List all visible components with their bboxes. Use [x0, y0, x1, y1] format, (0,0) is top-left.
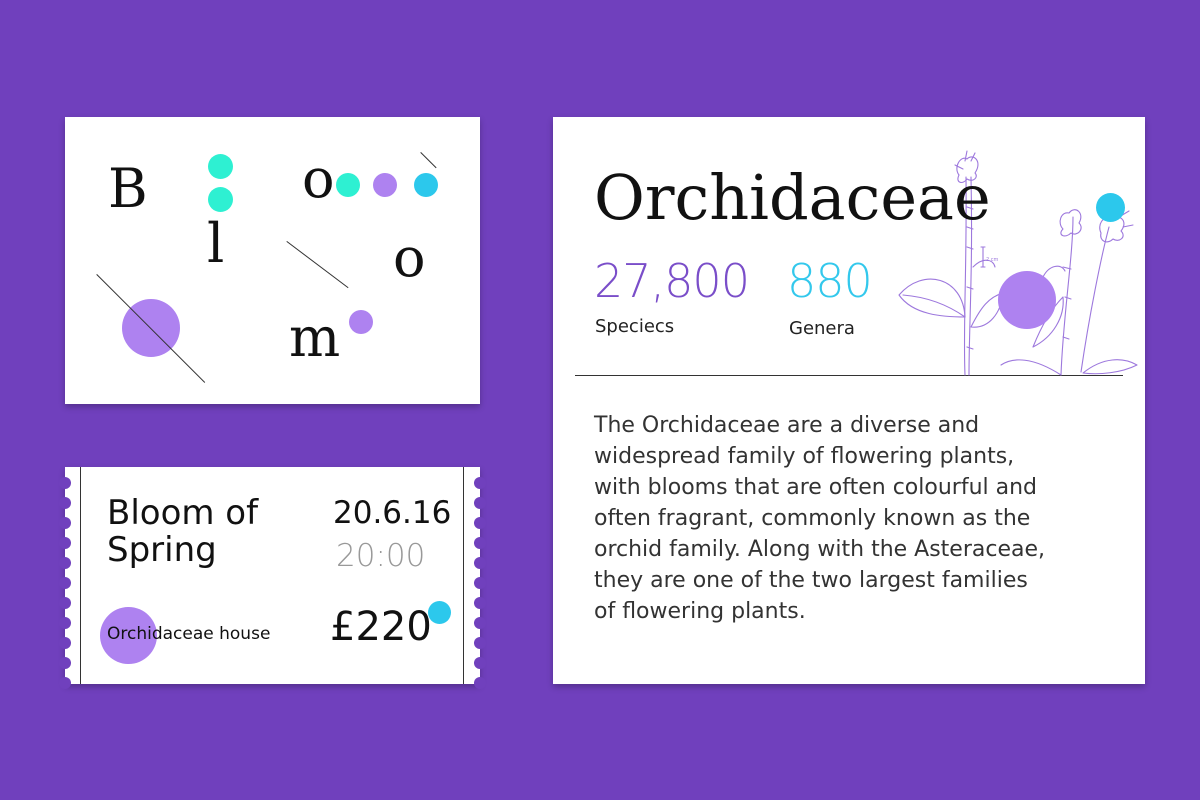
teal-dot: [208, 187, 233, 212]
ticket-title-line1: Bloom of: [107, 493, 259, 533]
description-line: with blooms that are often colourful and: [594, 475, 1038, 500]
ticket-price: £220: [330, 604, 432, 650]
description-line: often fragrant, commonly known as the: [594, 506, 1031, 531]
purple-dot: [373, 173, 397, 197]
perforation-hole: [59, 617, 71, 629]
ticket-venue: Orchidaceae house: [107, 624, 271, 644]
perforation-hole: [59, 557, 71, 569]
orchidaceae-card: [553, 117, 1145, 684]
perforation-hole: [474, 477, 486, 489]
bloom-letter-o: o: [302, 147, 335, 210]
ticket-title-line2: Spring: [107, 530, 217, 570]
page-title: Orchidaceae: [594, 161, 991, 234]
genera-count: 880: [787, 254, 872, 308]
bloom-letter-b: B: [108, 157, 148, 220]
perforation-hole: [59, 577, 71, 589]
genera-label: Genera: [789, 318, 855, 339]
perforation-hole: [59, 517, 71, 529]
event-ticket: [65, 467, 480, 684]
perforation-hole: [59, 477, 71, 489]
ticket-divider-right: [463, 467, 464, 684]
cyan-dot: [1096, 193, 1125, 222]
description-line: The Orchidaceae are a diverse and: [594, 413, 980, 438]
ticket-date: 20.6.16: [333, 495, 452, 531]
perforation-hole: [59, 597, 71, 609]
perforation-hole: [474, 637, 486, 649]
perforation-hole: [474, 617, 486, 629]
bloom-letter-l: l: [207, 212, 225, 275]
ticket-title: [107, 495, 258, 569]
bloom-letter-o: o: [393, 226, 426, 289]
perforation-hole: [474, 517, 486, 529]
diagonal-line: [286, 241, 348, 288]
ticket-divider-left: [80, 467, 81, 684]
perforation-hole: [59, 657, 71, 669]
teal-dot: [208, 154, 233, 179]
cyan-dot: [414, 173, 438, 197]
ticket-time: 20:00: [336, 538, 426, 574]
bloom-letter-m: m: [289, 306, 341, 369]
perforation-hole: [59, 677, 71, 689]
bloom-card: [65, 117, 480, 404]
perforation-hole: [474, 677, 486, 689]
diagonal-line: [420, 152, 436, 168]
perforation-hole: [59, 537, 71, 549]
perforation-hole: [59, 497, 71, 509]
perforation-hole: [474, 557, 486, 569]
perforation-hole: [474, 577, 486, 589]
description-text: [594, 410, 1114, 627]
perforation-hole: [474, 537, 486, 549]
perforation-hole: [474, 657, 486, 669]
description-line: they are one of the two largest families: [594, 568, 1028, 593]
perforation-hole: [59, 637, 71, 649]
teal-dot: [336, 173, 360, 197]
purple-dot: [349, 310, 373, 334]
perforation-hole: [474, 497, 486, 509]
diagonal-line: [96, 274, 205, 383]
purple-dot: [998, 271, 1056, 329]
description-line: orchid family. Along with the Asteraceae,: [594, 537, 1046, 562]
species-label: Speciecs: [595, 316, 675, 337]
description-line: widespread family of flowering plants,: [594, 444, 1015, 469]
description-line: of flowering plants.: [594, 599, 806, 624]
perforation-hole: [474, 597, 486, 609]
scale-label: 2 cm: [986, 257, 999, 263]
species-count: 27,800: [594, 254, 749, 308]
